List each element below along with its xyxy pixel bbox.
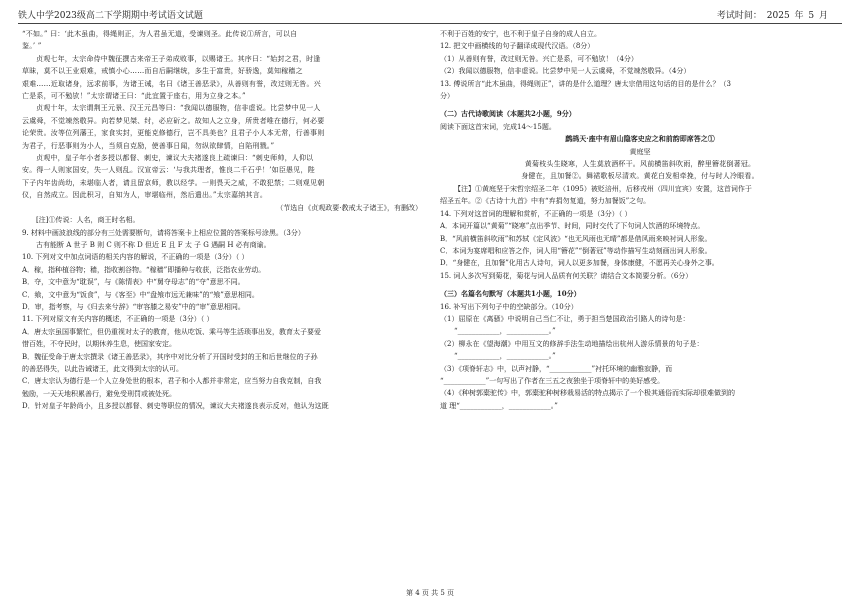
left-column-line: 贞观中，皇子年小者多授以都督、刺史，谏议大夫褚遂良上疏谏曰：“刺史师帅，人仰以 xyxy=(36,154,314,163)
left-column xyxy=(22,28,422,413)
left-column-line: [注]①传说：人名，商王时名相。 xyxy=(36,216,140,225)
right-column-line: 阅读下面这首宋词，完成14～15题。 xyxy=(440,122,556,131)
left-column-line: 仪，自然成立。因此积习，自知为人，审堪临州，然后遣出。”太宗嘉纳其言。 xyxy=(22,191,268,200)
left-column-line: 10. 下列对文中加点词语的相关内容的解说，不正确的一项是（3分）（ ） xyxy=(22,253,249,262)
left-column-line: B．魏征受命于唐太宗撰录《诸王善恶录》，其序中对比分析了开国时受封的王和后世继位的子孙 xyxy=(22,352,318,361)
left-column-line: （节选自《贞观政要·教戒太子诸王》，有删改） xyxy=(276,203,422,212)
left-column-line: 草昧，莫不以王业艰难，戒慎小心……而自后嗣继统，多生于富贵，好骄逸，莫知稼穑之 xyxy=(22,67,303,76)
left-column-line: A．稼，指种植谷物；穑，指收割谷物。“稼穑”即播种与收获，泛指农业劳动。 xyxy=(22,265,266,274)
left-column-line: 为君子，行恶事则为小人，当须自克励，使善事日闻，勿纵欲肆情，自陷刑戮。” xyxy=(22,141,275,150)
right-column-line: 【注】①黄庭坚于宋哲宗绍圣二年（1095）被贬涪州，后移戎州（四川宜宾）安置，这首词作于 xyxy=(454,184,752,193)
right-column-line: （4）《种树郭橐驼传》中，郭橐驼种树移栽易活的特点揭示了一个极其通俗而实际却很难做到的 xyxy=(440,389,735,398)
right-column-line: “____________”一句写出了作者在三五之夜独坐于项脊轩中的美好感受。 xyxy=(440,376,665,385)
left-column-line: 9. 材料中画波浪线的部分有三处需要断句，请将答案卡上相应位置的答案标号涂黑。（3分） xyxy=(22,228,305,237)
right-column-line: 鹧鸪天·座中有眉山隐客史应之和前韵即席答之① xyxy=(565,134,715,144)
left-column-line: 论荣贵。汝等位列藩王，家食实封，更能克修德行，岂不具美也？且君子小人本无常，行善事则 xyxy=(22,129,325,138)
left-column-line: “不如。” 曰：‘此木虽曲，得绳则正，为人君虽无道，受谏则圣。此传说①所言，可以自 xyxy=(22,30,298,38)
right-column-line: 黄菊枝头生晓寒，人生莫放酒杯干。风前横笛斜吹雨，醉里簪花倒著冠。 xyxy=(524,160,756,169)
left-column-line: A．唐太宗虽国事繁忙，但仍重视对太子的教育，他从吃饭、乘马等生活琐事出发，教育太子要爱 xyxy=(22,327,322,336)
right-column-line: （三）名篇名句默写（本题共1小题，10分） xyxy=(440,289,581,299)
right-column-line: 黄庭坚 xyxy=(629,147,651,156)
left-column-line: C．飨，文中意为“饭食”，与《客至》中“盘飧市远无兼味”的“飧”意思相同。 xyxy=(22,290,259,299)
right-column-line: 绍圣五年。②《古诗十九首》中有“弃捐勿复道，努力加餐饭”之句。 xyxy=(440,197,651,206)
right-column-line: 身健在，且加餐②。舞裙歌板尽清欢。黄花白发相牵挽，付与时人冷眼看。 xyxy=(521,172,759,181)
page-number: 第 4 页 共 5 页 xyxy=(405,589,455,597)
right-column-line: D．“身健在，且加餐”化用古人诗句，词人以更多加餐，身体康健，不愿再关心身外之事。 xyxy=(440,259,719,268)
left-column-line: 贞观七年，太宗命侍中魏征撰古来帝王子弟成败事，以赐诸王。其序曰：“始封之君，时逢 xyxy=(36,54,321,63)
right-column-line: 不利于百姓的安宁，也不利于皇子自身的成人自立。 xyxy=(440,30,601,38)
right-column-line: （1）屈原在《离骚》中说明自己当仁不让，勇于担当楚国政治引路人的诗句是： xyxy=(440,314,690,323)
left-column-line: D．审，指考察，与《归去来兮辞》“审容膝之易安”中的“审”意思相同。 xyxy=(22,302,245,311)
right-column-line: “____________，____________。” xyxy=(454,327,556,336)
right-column xyxy=(440,28,840,412)
right-column-line: 16. 补写出下列句子中的空缺部分。（10分） xyxy=(440,302,578,311)
right-column-line: C．本词为宴席唱和应答之作，词人用“簪花”“倒著冠”等动作描写生动刻画出词人形象。 xyxy=(440,246,712,255)
right-column-line: 12. 把文中画横线的句子翻译成现代汉语。（8分） xyxy=(440,42,595,51)
page-header xyxy=(18,6,842,22)
left-column-line: 下子内年齿尚幼，未堪临人者，请且留京师，教以经学。一则畏天之威，不敢犯禁；二则观见朝 xyxy=(22,178,325,187)
right-column-line: B．“风前横笛斜吹雨”和苏轼《定风波》“也无风雨也无晴”都是借风雨来映衬词人形象。 xyxy=(440,234,712,243)
left-column-line: 11. 下列对原文有关内容的概述，不正确的一项是（3分）（ ） xyxy=(22,315,214,324)
right-column-line: “____________，____________。” xyxy=(454,352,556,361)
left-column-line: 勉励，一天天地积累善行，避免受刑罚或被处死。 xyxy=(22,389,176,398)
left-column-line: 安。得一人则家国安，失一人则乱。汉宣帝云：‘与我共理者，惟良二千石乎！’如臣愚见，陛 xyxy=(22,166,315,175)
left-column-line: 亡是系，可不勉欤！”太宗谓诸王曰：“此宜置于座右，用为立身之本。” xyxy=(22,92,246,101)
left-column-line: C．唐太宗认为德行是一个人立身处世的根本，君子和小人都并非常定，应当努力自我克制，自我 xyxy=(22,377,322,386)
exam-title: 铁人中学2023级高二下学期期中考试语文试题 xyxy=(18,11,203,21)
right-column-line: （1）从善则有誉，改过则无咎。兴亡是系，可不勉欤！（4分） xyxy=(440,54,638,63)
right-column-line: 15. 词人多次写到菊花，菊花与词人品质有何关联？请结合文本简要分析。（6分） xyxy=(440,271,693,280)
left-column-line: 贞观十年，太宗谓荆王元景、汉王元昌等曰：“我闻以德服物，信非虚说。比尝梦中见一人 xyxy=(36,104,321,113)
left-column-line: 的善恶得失，以此告诫诸王，此文得到太宗的认可。 xyxy=(22,364,183,373)
left-column-line: 云虞舜，不觉竦然敬异。向若梦见桀、纣，必应斫之。故知人之立身，所贵者唯在德行，何必要 xyxy=(22,116,325,125)
right-column-line: （3）《项脊轩志》中，以声衬静，“____________”衬托环境的幽雅寂静，而 xyxy=(440,364,673,373)
left-column-line: 古有能断 A 世子 B 则 C 则不称 D 但近 E 且 F 太 子 G 遇嗣 H 必有商谕。 xyxy=(36,240,271,249)
left-column-line: 惜百姓，不夺民时，以期休养生息，使国家安定。 xyxy=(22,340,176,349)
right-column-line: 道 理“____________，____________。” xyxy=(440,401,558,410)
left-column-line: 艰难……近取诸身，远求前事，为诸王诫，名曰《诸王善恶录》，从善则有誉，改过则无咎。兴 xyxy=(22,79,321,88)
left-column-line: 鉴。’ ” xyxy=(22,42,42,51)
exam-date: 考试时间： 2025 年 5 月 xyxy=(716,11,828,21)
right-column-line: （2）柳永在《望海潮》中用互文的修辞手法生动地描绘出杭州人游乐情景的句子是： xyxy=(440,339,704,348)
left-column-line: D．针对皇子年龄尚小，且多授以都督、刺史等职位的情况，谏议大夫褚遂良表示反对，他认为这既 xyxy=(22,402,329,411)
right-column-line: 14. 下列对这首词的理解和赏析，不正确的一项是（3分）（ ） xyxy=(440,209,632,218)
header-rule xyxy=(18,23,842,24)
right-column-line: A．本词开篇以“黄菊”“晓寒”点出季节、时间，同时交代了下句词人饮酒的环境特点。 xyxy=(440,222,705,231)
right-column-line: 13. 傅说所言“此木虽曲，得绳则正”，讲的是什么道理？唐太宗借用这句话的目的是什么？（3 xyxy=(440,79,731,88)
right-column-line: 分） xyxy=(440,92,454,101)
right-column-line: （二）古代诗歌阅读（本题共2小题，9分） xyxy=(440,109,576,119)
left-column-line: B．夺，文中意为“耽误”，与《陈情表》中“舅夺母志”的“夺”意思不同。 xyxy=(22,278,245,287)
right-column-line: （2）我闻以德服物，信非虚说。比尝梦中见一人云虞舜，不觉竦然敬异。（4分） xyxy=(440,67,691,76)
